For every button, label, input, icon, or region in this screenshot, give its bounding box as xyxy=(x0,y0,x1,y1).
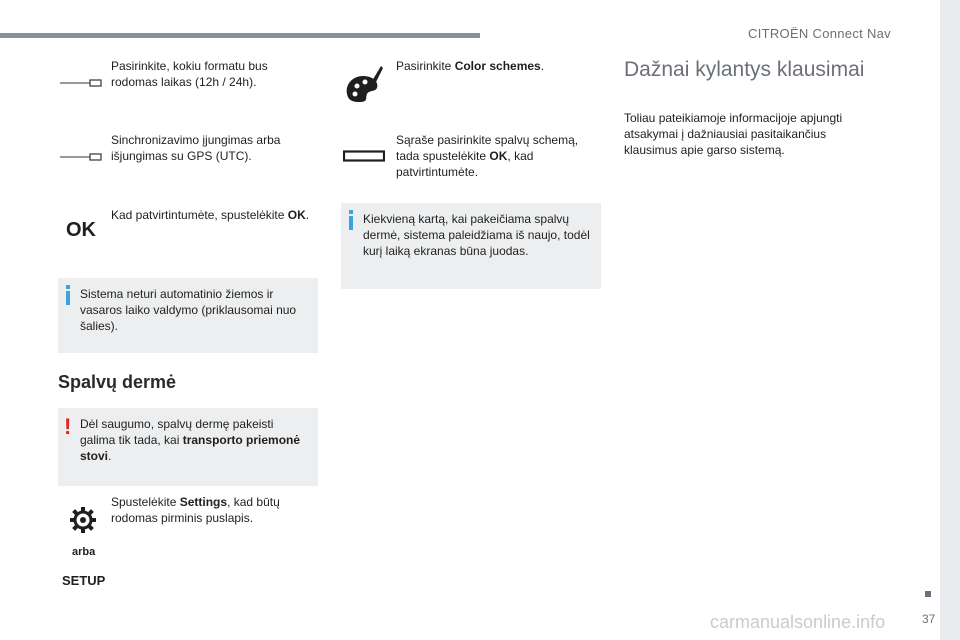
info-text-dst: Sistema neturi automatinio žiemos ir vasaros laiko valdymo (priklausomai nuo šalies). xyxy=(80,287,297,333)
step-gps-sync: Sinchronizavimo įjungimas arba išjungimas su GPS (UTC). xyxy=(111,133,281,163)
settings-gear-icon xyxy=(69,506,97,534)
info-box-restart xyxy=(341,203,601,289)
info-icon xyxy=(66,291,70,305)
ok-icon: OK xyxy=(66,219,96,241)
header-title: CITROËN Connect Nav xyxy=(748,26,891,41)
step-time-format: Pasirinkite, kokiu formatu bus rodomas laikas (12h / 24h). xyxy=(111,59,268,89)
palette-brush-icon xyxy=(343,62,383,104)
top-rule xyxy=(0,33,480,38)
warning-box xyxy=(58,408,318,486)
or-label: arba xyxy=(72,546,96,558)
warning-text: Dėl saugumo, spalvų dermę pakeisti galima tik tada, kai transporto priemonė stovi. xyxy=(80,417,301,463)
step-open-settings: Spustelėkite Settings, kad būtų rodomas pirminis puslapis. xyxy=(111,495,280,525)
list-selection-icon xyxy=(343,150,385,162)
info-text-restart: Kiekvieną kartą, kai pakeičiama spalvų dermė, sistema paleidžiama iš naujo, todėl kurį laiką ekranas būna juodas. xyxy=(363,212,590,258)
right-margin-strip xyxy=(940,0,960,640)
page-number: 37 xyxy=(922,612,936,626)
setup-button-icon: SETUP xyxy=(62,573,106,588)
section-title-color-schemes: Spalvų dermė xyxy=(58,372,177,392)
info-box-dst xyxy=(58,278,318,353)
page-marker xyxy=(925,591,931,597)
step-select-scheme: Sąraše pasirinkite spalvų schemą, tada spustelėkite OK, kad patvirtintumėte. xyxy=(396,133,579,179)
step-confirm-ok: Kad patvirtintumėte, spustelėkite OK. xyxy=(111,208,310,222)
slider-bar-icon xyxy=(60,78,102,88)
slider-bar-icon xyxy=(60,152,102,162)
faq-intro-text: Toliau pateikiamoje informacijoje apjungti atsakymai į dažniausiai pasitaikančius klausimus apie garso sistemą. xyxy=(624,111,843,157)
info-icon xyxy=(349,216,353,230)
step-color-schemes: Pasirinkite Color schemes. xyxy=(396,59,545,73)
warning-icon: ! xyxy=(64,414,72,439)
watermark: carmanualsonline.info xyxy=(710,612,886,632)
faq-title: Dažnai kylantys klausimai xyxy=(624,58,865,81)
